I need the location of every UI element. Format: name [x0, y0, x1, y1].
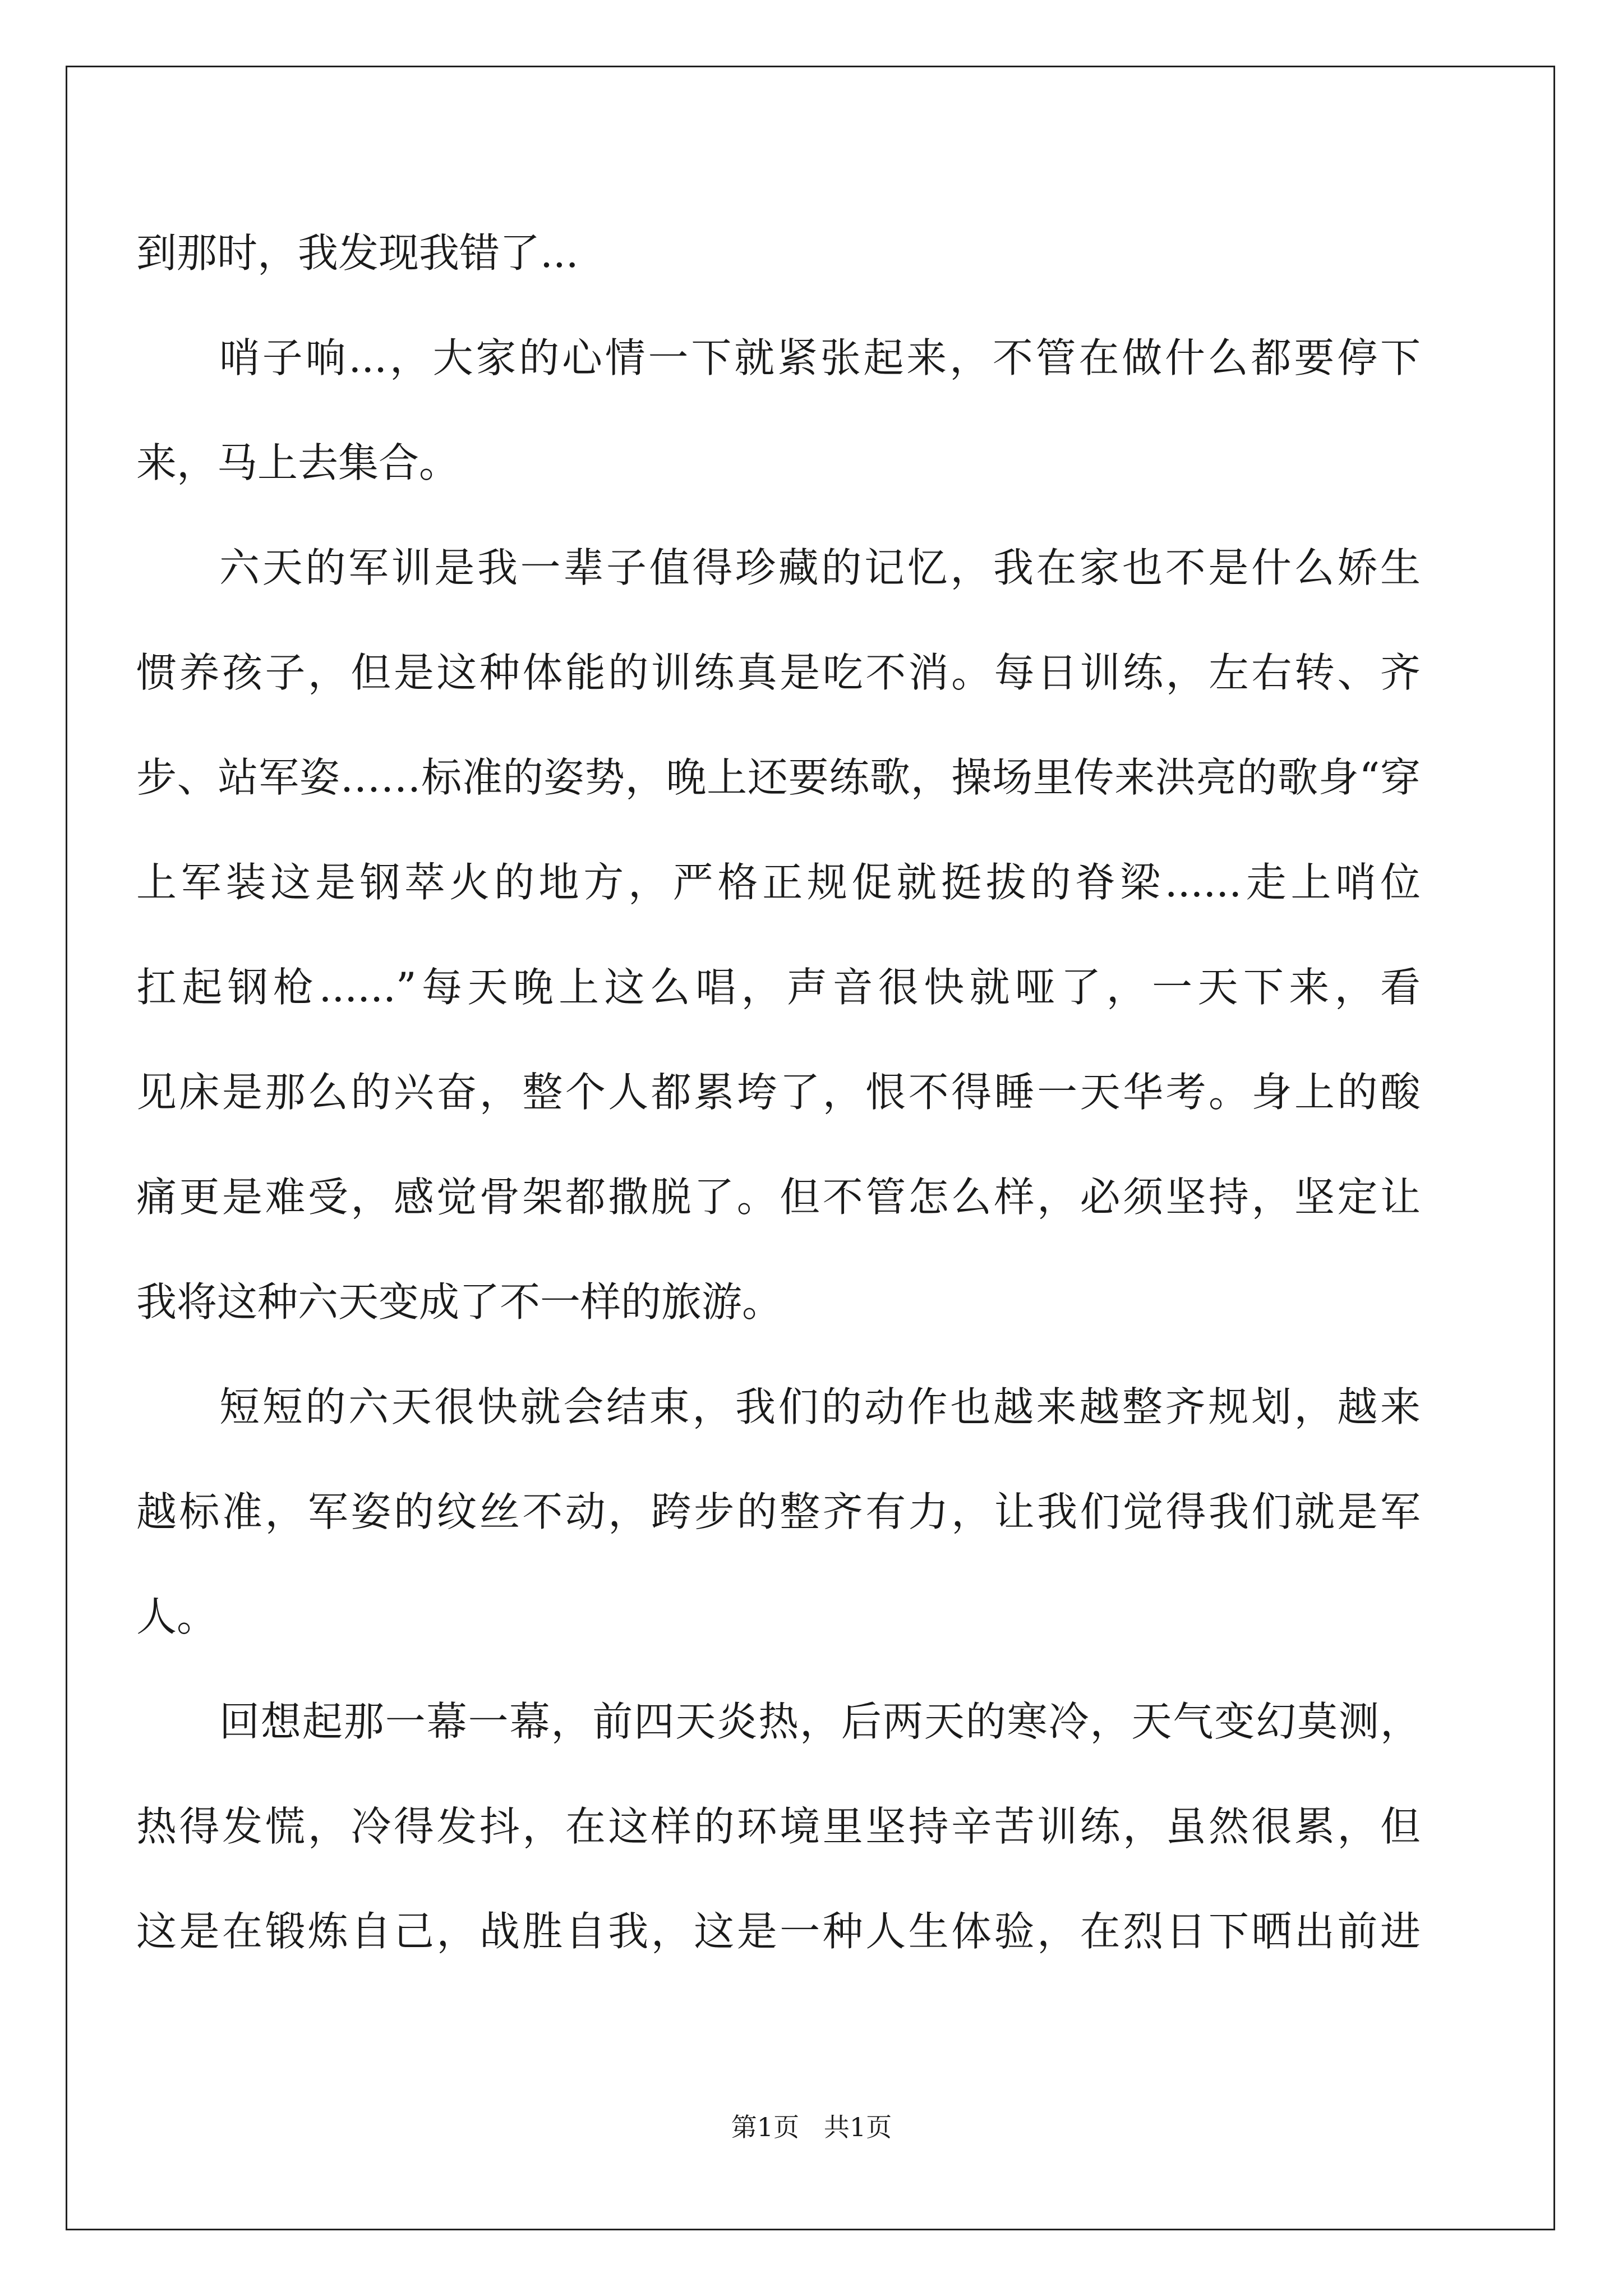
text-line-2: 哨子响...，大家的心情一下就紧张起来，不管在做什么都要停下	[219, 334, 1421, 381]
text-line-4: 六天的军训是我一辈子值得珍藏的记忆，我在家也不是什么娇生	[219, 544, 1421, 591]
text-line-14: 人。	[136, 1593, 218, 1640]
text-line-7: 上军装这是钢萃火的地方，严格正规促就挺拔的脊梁......走上哨位	[136, 859, 1421, 906]
text-line-5: 惯养孩子，但是这种体能的训练真是吃不消。每日训练，左右转、齐	[136, 649, 1421, 696]
text-line-15: 回想起那一幕一幕，前四天炎热，后两天的寒冷，天气变幻莫测，	[219, 1698, 1421, 1745]
text-line-11: 我将这种六天变成了不一样的旅游。	[136, 1278, 783, 1326]
text-line-13: 越标准，军姿的纹丝不动，跨步的整齐有力，让我们觉得我们就是军	[136, 1488, 1421, 1535]
text-line-17: 这是在锻炼自己，战胜自我，这是一种人生体验，在烈日下晒出前进	[136, 1908, 1421, 1955]
page-number-footer: 第1页 共1页	[731, 2112, 892, 2142]
text-line-1: 到那时，我发现我错了...	[136, 229, 579, 277]
text-line-8: 扛起钢枪......”每天晚上这么唱，声音很快就哑了，一天下来，看	[136, 964, 1421, 1011]
text-line-9: 见床是那么的兴奋，整个人都累垮了，恨不得睡一天华考。身上的酸	[136, 1069, 1421, 1116]
text-line-3: 来，马上去集合。	[136, 439, 460, 486]
text-line-16: 热得发慌，冷得发抖，在这样的环境里坚持辛苦训练，虽然很累，但	[136, 1803, 1421, 1850]
text-line-10: 痛更是难受，感觉骨架都撒脱了。但不管怎么样，必须坚持，坚定让	[136, 1174, 1421, 1221]
text-line-6: 步、站军姿……标准的姿势，晚上还要练歌，操场里传来洪亮的歌身“穿	[136, 754, 1421, 801]
text-line-12: 短短的六天很快就会结束，我们的动作也越来越整齐规划，越来	[219, 1383, 1421, 1430]
